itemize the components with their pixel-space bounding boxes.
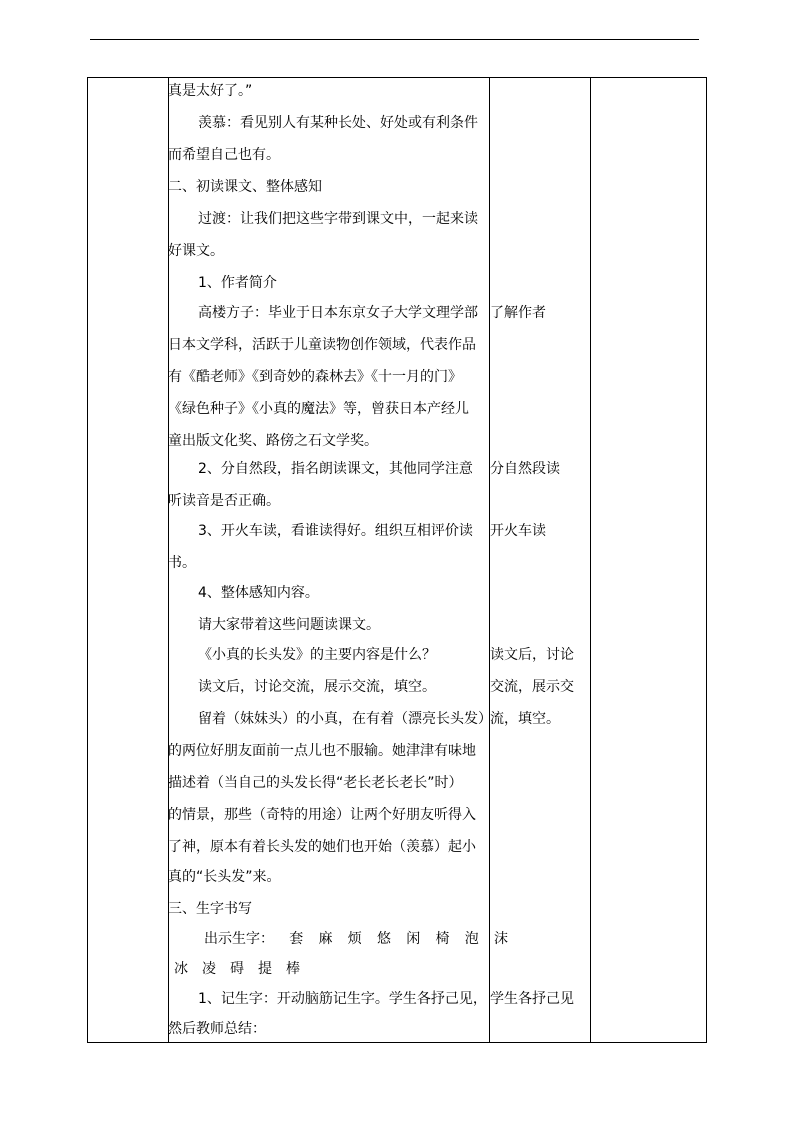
text-line: 听读音是否正确。 bbox=[168, 493, 280, 509]
text-line: 真的“长头发”来。 bbox=[168, 869, 281, 885]
text-line: 日本文学科，活跃于儿童读物创作领域，代表作品 bbox=[168, 337, 476, 353]
text-line: 3、开火车读，看谁读得好。组织互相评价读 bbox=[198, 523, 473, 539]
text-line: 4、整体感知内容。 bbox=[198, 585, 319, 601]
new-character: 冰 bbox=[174, 961, 188, 977]
activity-text: 学生各抒己见 bbox=[490, 991, 574, 1007]
new-characters-label: 出示生字： bbox=[204, 931, 274, 947]
header-rule bbox=[90, 39, 699, 40]
text-line: 有《酷老师》《到奇妙的森林去》《十一月的门》 bbox=[168, 369, 462, 385]
text-line: 书。 bbox=[168, 555, 196, 571]
text-line: 的两位好朋友面前一点儿也不服输。她津津有味地 bbox=[168, 743, 476, 759]
text-line: 读文后，讨论交流，展示交流，填空。 bbox=[198, 679, 436, 695]
column-divider bbox=[489, 78, 490, 1042]
column-divider bbox=[590, 78, 591, 1042]
lesson-table bbox=[87, 77, 707, 1043]
new-character: 沫 bbox=[494, 931, 508, 947]
new-character: 凌 bbox=[202, 961, 216, 977]
new-character: 烦 bbox=[347, 931, 362, 947]
text-line: 童出版文化奖、路傍之石文学奖。 bbox=[168, 433, 378, 449]
new-characters-line-2 bbox=[174, 960, 300, 978]
text-line: 请大家带着这些问题读课文。 bbox=[198, 617, 380, 633]
activity-text: 开火车读 bbox=[490, 523, 546, 539]
new-character: 棒 bbox=[286, 961, 300, 977]
new-character: 泡 bbox=[464, 931, 479, 947]
new-character: 碍 bbox=[230, 961, 244, 977]
text-line: 而希望自己也有。 bbox=[168, 147, 280, 163]
new-character: 闲 bbox=[406, 931, 421, 947]
activity-text: 交流，展示交 bbox=[490, 679, 574, 695]
text-line: 1、作者简介 bbox=[198, 275, 277, 291]
text-line: 羡慕：看见别人有某种长处、好处或有利条件 bbox=[198, 115, 478, 131]
text-line: 1、记生字：开动脑筋记生字。学生各抒己见， bbox=[198, 991, 487, 1007]
text-line: 《小真的长头发》的主要内容是什么？ bbox=[198, 647, 436, 663]
text-line: 好课文。 bbox=[168, 243, 224, 259]
text-line: 2、分自然段，指名朗读课文，其他同学注意 bbox=[198, 461, 473, 477]
activity-text: 分自然段读 bbox=[490, 461, 560, 477]
new-character: 套 bbox=[289, 931, 304, 947]
section-heading: 二、初读课文、整体感知 bbox=[168, 179, 322, 195]
new-characters-line-1 bbox=[204, 930, 508, 948]
text-line: 了神，原本有着长头发的她们也开始（羡慕）起小 bbox=[168, 839, 476, 855]
new-character: 提 bbox=[258, 961, 272, 977]
section-heading: 三、生字书写 bbox=[168, 901, 252, 917]
text-line: 描述着（当自己的头发长得“老长老长老长”时） bbox=[168, 775, 463, 791]
text-line: 的情景，那些（奇特的用途）让两个好朋友听得入 bbox=[168, 807, 476, 823]
activity-text: 流，填空。 bbox=[490, 711, 560, 727]
text-line: 过渡：让我们把这些字带到课文中，一起来读 bbox=[198, 211, 478, 227]
new-character: 悠 bbox=[377, 931, 391, 947]
text-line: 高楼方子：毕业于日本东京女子大学文理学部 bbox=[198, 305, 478, 321]
text-line: 留着（妹妹头）的小真，在有着（漂亮长头发） bbox=[198, 711, 492, 727]
new-character: 麻 bbox=[318, 931, 333, 947]
activity-text: 读文后，讨论 bbox=[490, 647, 574, 663]
new-character: 椅 bbox=[435, 931, 450, 947]
text-line: 真是太好了。” bbox=[168, 83, 253, 99]
text-line: 《绿色种子》《小真的魔法》等，曾获日本产经儿 bbox=[168, 401, 469, 417]
activity-text: 了解作者 bbox=[490, 305, 546, 321]
text-line: 然后教师总结： bbox=[168, 1021, 266, 1037]
